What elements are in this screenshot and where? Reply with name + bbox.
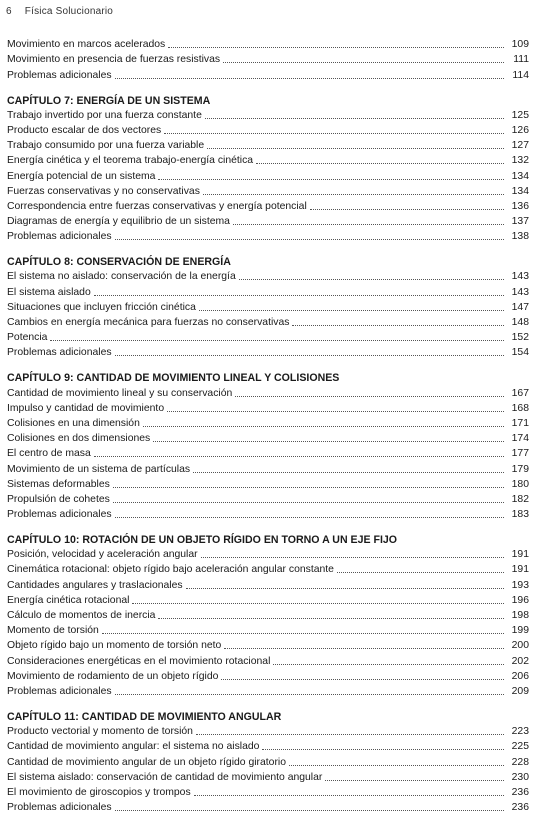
page-header bbox=[6, 4, 529, 20]
entry-title: El movimiento de giroscopios y trompos bbox=[7, 786, 191, 798]
dot-leader bbox=[167, 411, 504, 412]
dot-leader bbox=[199, 310, 504, 311]
entry-title: Cantidad de movimiento angular de un objeto rígido giratorio bbox=[7, 756, 286, 768]
entry-title: Propulsión de cohetes bbox=[7, 493, 110, 505]
toc-entry bbox=[7, 723, 529, 738]
entry-title: Colisiones en dos dimensiones bbox=[7, 433, 151, 445]
toc-entry bbox=[7, 430, 529, 445]
dot-leader bbox=[153, 441, 504, 442]
toc-entry bbox=[7, 283, 529, 298]
entry-title: Diagramas de energía y equilibrio de un sistema bbox=[7, 216, 230, 228]
entry-page-number: 183 bbox=[511, 509, 529, 521]
toc-entry bbox=[7, 460, 529, 475]
dot-leader bbox=[205, 118, 504, 119]
entry-title: Movimiento en presencia de fuerzas resistivas bbox=[7, 54, 221, 66]
toc-entry bbox=[7, 445, 529, 460]
toc-entry bbox=[7, 476, 529, 491]
toc-entry bbox=[7, 228, 529, 243]
dot-leader bbox=[194, 795, 504, 796]
toc-entry bbox=[7, 561, 529, 576]
entry-title: Problemas adicionales bbox=[7, 347, 112, 359]
entry-title: Colisiones en una dimensión bbox=[7, 417, 140, 429]
entry-title: Cantidad de movimiento lineal y su conservación bbox=[7, 387, 233, 399]
entry-page-number: 143 bbox=[511, 286, 529, 298]
dot-leader bbox=[168, 47, 504, 48]
toc-entry bbox=[7, 183, 529, 198]
toc-entry bbox=[7, 344, 529, 359]
dot-leader bbox=[337, 572, 504, 573]
toc-entry bbox=[7, 66, 529, 81]
toc-entry bbox=[7, 415, 529, 430]
toc-entry bbox=[7, 137, 529, 152]
toc-entry bbox=[7, 592, 529, 607]
dot-leader bbox=[193, 472, 504, 473]
toc-entry bbox=[7, 753, 529, 768]
entry-page-number: 209 bbox=[511, 685, 529, 697]
toc-entry bbox=[7, 622, 529, 637]
dot-leader bbox=[115, 78, 504, 79]
dot-leader bbox=[115, 239, 504, 240]
chapter-heading: CAPÍTULO 7: ENERGÍA DE UN SISTEMA bbox=[7, 94, 211, 107]
table-of-contents bbox=[7, 36, 529, 814]
entry-page-number: 202 bbox=[511, 655, 529, 667]
toc-entry bbox=[7, 299, 529, 314]
toc-entry bbox=[7, 652, 529, 667]
toc-entry bbox=[7, 329, 529, 344]
entry-title: Trabajo consumido por una fuerza variable bbox=[7, 140, 205, 152]
dot-leader bbox=[224, 648, 504, 649]
entry-page-number: 182 bbox=[511, 493, 529, 505]
entry-title: Energía potencial de un sistema bbox=[7, 170, 156, 182]
entry-title: Potencia bbox=[7, 332, 48, 344]
toc-entry bbox=[7, 122, 529, 137]
toc-entry bbox=[7, 576, 529, 591]
chapter-heading: CAPÍTULO 9: CANTIDAD DE MOVIMIENTO LINEAL Y COLISIONES bbox=[7, 372, 340, 385]
chapter-section bbox=[7, 530, 529, 698]
dot-leader bbox=[196, 734, 504, 735]
entry-page-number: 236 bbox=[511, 802, 529, 814]
entry-page-number: 223 bbox=[511, 726, 529, 738]
dot-leader bbox=[115, 355, 504, 356]
entry-page-number: 168 bbox=[511, 402, 529, 414]
entry-page-number: 191 bbox=[511, 564, 529, 576]
dot-leader bbox=[186, 588, 504, 589]
entry-page-number: 114 bbox=[512, 69, 529, 81]
entry-page-number: 136 bbox=[511, 200, 529, 212]
entry-page-number: 134 bbox=[511, 170, 529, 182]
entry-title: Producto vectorial y momento de torsión bbox=[7, 726, 193, 738]
entry-page-number: 198 bbox=[511, 610, 529, 621]
entry-title: El centro de masa bbox=[7, 448, 91, 460]
entry-title: El sistema aislado: conservación de cantidad de movimiento angular bbox=[7, 771, 323, 783]
dot-leader bbox=[223, 62, 504, 63]
toc-entry bbox=[7, 107, 529, 122]
entry-page-number: 125 bbox=[511, 109, 529, 121]
entry-page-number: 179 bbox=[511, 463, 529, 475]
entry-title: Correspondencia entre fuerzas conservativas y energía potencial bbox=[7, 200, 307, 212]
entry-page-number: 126 bbox=[511, 124, 529, 136]
entry-page-number: 148 bbox=[511, 317, 529, 328]
entry-title: Momento de torsión bbox=[7, 625, 99, 637]
entry-title: Movimiento de un sistema de partículas bbox=[7, 463, 191, 475]
entry-page-number: 137 bbox=[511, 216, 529, 228]
dot-leader bbox=[201, 557, 504, 558]
dot-leader bbox=[115, 694, 504, 695]
dot-leader bbox=[113, 487, 504, 488]
dot-leader bbox=[239, 279, 504, 280]
entry-title: Energía cinética rotacional bbox=[7, 594, 130, 606]
entry-page-number: 111 bbox=[513, 54, 529, 66]
toc-entry bbox=[7, 51, 529, 66]
toc-entry bbox=[7, 769, 529, 784]
entry-title: El sistema no aislado: conservación de la energía bbox=[7, 271, 236, 283]
entry-page-number: 236 bbox=[511, 786, 529, 798]
entry-page-number: 134 bbox=[511, 185, 529, 197]
entry-page-number: 199 bbox=[511, 625, 529, 637]
running-title: Física Solucionario bbox=[24, 6, 114, 17]
entry-title: Objeto rígido bajo un momento de torsión neto bbox=[7, 640, 222, 652]
dot-leader bbox=[94, 295, 504, 296]
chapter-heading: CAPÍTULO 10: ROTACIÓN DE UN OBJETO RÍGIDO EN TORNO A UN EJE FIJO bbox=[7, 534, 398, 547]
dot-leader bbox=[203, 194, 504, 195]
chapter-section bbox=[7, 368, 529, 521]
entry-title: Problemas adicionales bbox=[7, 685, 112, 697]
entry-page-number: 127 bbox=[511, 140, 529, 152]
entry-page-number: 177 bbox=[511, 448, 529, 460]
entry-page-number: 180 bbox=[511, 478, 529, 490]
entry-title: Fuerzas conservativas y no conservativas bbox=[7, 185, 200, 197]
entry-page-number: 132 bbox=[511, 155, 529, 167]
chapter-section bbox=[7, 91, 529, 244]
toc-entry bbox=[7, 36, 529, 51]
toc-entry bbox=[7, 198, 529, 213]
toc-entry bbox=[7, 799, 529, 814]
entry-page-number: 193 bbox=[511, 579, 529, 591]
entry-title: Problemas adicionales bbox=[7, 509, 112, 521]
toc-entry bbox=[7, 546, 529, 561]
entry-page-number: 191 bbox=[511, 549, 529, 561]
entry-page-number: 167 bbox=[511, 387, 529, 399]
entry-title: Sistemas deformables bbox=[7, 478, 110, 490]
dot-leader bbox=[207, 148, 504, 149]
toc-entry bbox=[7, 607, 529, 622]
entry-page-number: 143 bbox=[511, 271, 529, 283]
entry-title: Consideraciones energéticas en el movimiento rotacional bbox=[7, 655, 271, 667]
entry-page-number: 196 bbox=[511, 594, 529, 606]
page-number: 6 bbox=[6, 6, 12, 17]
toc-entry bbox=[7, 314, 529, 329]
chapter-heading: CAPÍTULO 8: CONSERVACIÓN DE ENERGÍA bbox=[7, 256, 231, 269]
dot-leader bbox=[94, 456, 504, 457]
dot-leader bbox=[310, 209, 504, 210]
entry-title: Trabajo invertido por una fuerza constante bbox=[7, 109, 202, 121]
dot-leader bbox=[102, 633, 504, 634]
toc-entry bbox=[7, 668, 529, 683]
dot-leader bbox=[50, 340, 504, 341]
toc-entry bbox=[7, 213, 529, 228]
dot-leader bbox=[262, 749, 504, 750]
entry-page-number: 200 bbox=[511, 640, 529, 652]
dot-leader bbox=[235, 396, 504, 397]
entry-page-number: 154 bbox=[511, 347, 529, 359]
entry-page-number: 230 bbox=[511, 771, 529, 783]
entry-title: El sistema aislado bbox=[7, 286, 91, 298]
chapter-section bbox=[7, 707, 529, 814]
toc-entry bbox=[7, 637, 529, 652]
dot-leader bbox=[325, 780, 504, 781]
dot-leader bbox=[158, 179, 504, 180]
entry-title: Posición, velocidad y aceleración angular bbox=[7, 549, 198, 561]
toc-entry bbox=[7, 152, 529, 167]
entry-page-number: 206 bbox=[511, 670, 529, 682]
entry-title: Problemas adicionales bbox=[7, 231, 112, 243]
toc-entry bbox=[7, 384, 529, 399]
toc-entry bbox=[7, 683, 529, 698]
entry-title: Movimiento de rodamiento de un objeto rígido bbox=[7, 670, 219, 682]
entry-title: Cálculo de momentos de inercia bbox=[7, 610, 156, 621]
entry-page-number: 228 bbox=[511, 756, 529, 768]
dot-leader bbox=[221, 679, 504, 680]
chapter-section bbox=[7, 252, 529, 359]
dot-leader bbox=[273, 664, 504, 665]
dot-leader bbox=[256, 163, 504, 164]
dot-leader bbox=[143, 426, 504, 427]
dot-leader bbox=[289, 765, 504, 766]
dot-leader bbox=[164, 133, 504, 134]
entry-page-number: 147 bbox=[511, 301, 529, 313]
dot-leader bbox=[158, 618, 504, 619]
dot-leader bbox=[115, 517, 504, 518]
entry-title: Movimiento en marcos acelerados bbox=[7, 39, 166, 51]
entry-title: Energía cinética y el teorema trabajo-energía cinética bbox=[7, 155, 254, 167]
entry-page-number: 109 bbox=[511, 39, 529, 51]
toc-entry bbox=[7, 400, 529, 415]
entry-title: Problemas adicionales bbox=[7, 69, 112, 81]
entry-page-number: 174 bbox=[511, 433, 529, 445]
toc-entry bbox=[7, 506, 529, 521]
entry-page-number: 138 bbox=[511, 231, 529, 243]
toc-entry bbox=[7, 784, 529, 799]
entry-title: Producto escalar de dos vectores bbox=[7, 124, 162, 136]
dot-leader bbox=[292, 325, 504, 326]
toc-entry bbox=[7, 268, 529, 283]
entry-title: Impulso y cantidad de movimiento bbox=[7, 402, 165, 414]
chapter-heading: CAPÍTULO 11: CANTIDAD DE MOVIMIENTO ANGULAR bbox=[7, 710, 282, 723]
entry-page-number: 152 bbox=[511, 332, 529, 344]
toc-entry bbox=[7, 738, 529, 753]
dot-leader bbox=[113, 502, 504, 503]
dot-leader bbox=[233, 224, 504, 225]
entry-title: Cambios en energía mecánica para fuerzas no conservativas bbox=[7, 317, 290, 328]
toc-entry bbox=[7, 167, 529, 182]
entry-title: Cantidad de movimiento angular: el sistema no aislado bbox=[7, 741, 260, 753]
dot-leader bbox=[115, 810, 504, 811]
entry-title: Cantidades angulares y traslacionales bbox=[7, 579, 183, 591]
entry-title: Cinemática rotacional: objeto rígido bajo aceleración angular constante bbox=[7, 564, 334, 576]
entry-title: Problemas adicionales bbox=[7, 802, 112, 814]
entry-page-number: 171 bbox=[511, 417, 529, 429]
toc-entry bbox=[7, 491, 529, 506]
entry-title: Situaciones que incluyen fricción cinética bbox=[7, 301, 196, 313]
dot-leader bbox=[132, 603, 504, 604]
entry-page-number: 225 bbox=[511, 741, 529, 753]
